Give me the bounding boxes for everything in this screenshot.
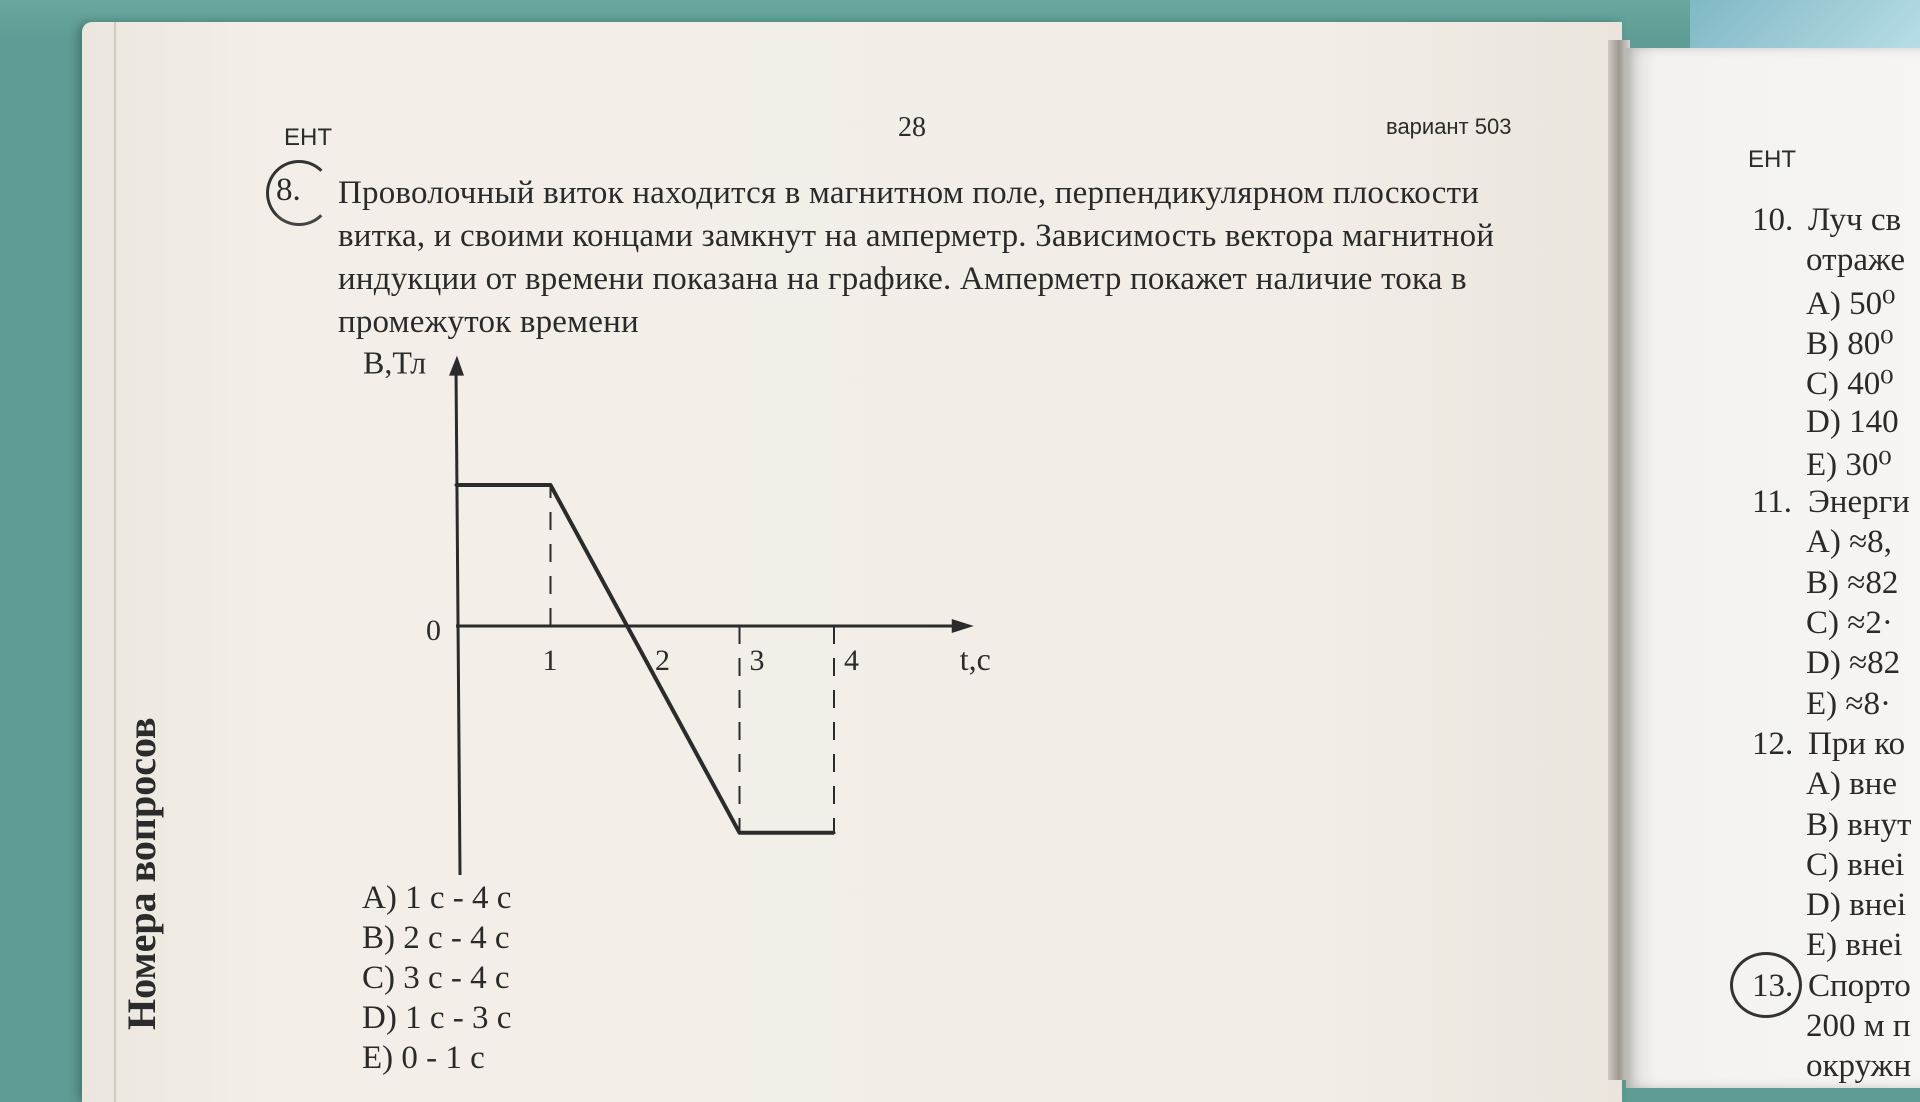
x-axis-arrow	[952, 619, 974, 633]
answer-options	[362, 878, 511, 1078]
right-option: B) внут	[1806, 806, 1912, 843]
right-question-number: 10.	[1752, 202, 1794, 238]
right-option: E) внеі	[1806, 927, 1903, 964]
right-option: E) 30⁰	[1806, 446, 1892, 483]
question-text: Проволочный виток находится в магнитном поле, перпендикулярном плоскости витка, и своими концами замкнут на амперметр. Зависимость вектора магнитной индукции от времени показана на графике. Амперметр покажет наличие тока в промежуток времени	[338, 175, 1495, 340]
right-option: C) ≈2·	[1806, 605, 1893, 641]
origin-label: 0	[426, 614, 441, 647]
right-option: 200 м п	[1806, 1008, 1911, 1044]
x-tick-label-1: 1	[542, 644, 558, 677]
y-axis-arrow	[449, 356, 464, 376]
x-tick-label-3: 3	[749, 644, 765, 677]
y-axis	[456, 368, 460, 875]
right-option: D) внеі	[1806, 887, 1907, 924]
answer-d[interactable]: D) 1 с - 3 с	[362, 1000, 512, 1036]
answer-c[interactable]: C) 3 с - 4 с	[362, 960, 510, 996]
answer-b[interactable]: B) 2 с - 4 с	[362, 920, 510, 956]
right-option: D) 140	[1806, 403, 1899, 440]
right-option: C) 40⁰	[1806, 366, 1894, 403]
variant-label: вариант 503	[1386, 114, 1512, 139]
b-curve	[456, 485, 834, 833]
side-label: Номера вопросов	[119, 717, 164, 1030]
data-point-1	[549, 484, 552, 487]
answer-a[interactable]: A) 1 с - 4 с	[362, 880, 512, 916]
right-option: B) 80⁰	[1806, 325, 1894, 362]
x-tick-label-4: 4	[844, 644, 859, 677]
y-axis-label: B,Тл	[363, 344, 427, 381]
right-question-text: Луч св	[1808, 202, 1902, 238]
answer-e[interactable]: E) 0 - 1 с	[362, 1040, 485, 1076]
right-option: D) ≈82	[1806, 645, 1901, 682]
question-number: 8.	[276, 172, 301, 208]
page-number: 28	[898, 112, 926, 143]
right-option: A) вне	[1806, 766, 1897, 803]
right-question-text: При ко	[1808, 725, 1906, 762]
question-13-circle	[1730, 952, 1802, 1018]
right-option: C) внеі	[1806, 846, 1905, 883]
right-option: B) ≈82	[1806, 564, 1899, 601]
header-left-label: ЕНТ	[284, 124, 332, 151]
right-question-number: 11.	[1752, 484, 1793, 521]
right-question-number: 12.	[1752, 725, 1794, 762]
header-right-label: ЕНТ	[1748, 146, 1796, 173]
right-question-text: Энерги	[1808, 484, 1910, 521]
x-tick-label-2: 2	[655, 644, 670, 677]
data-point-3	[833, 831, 836, 834]
right-question-number: 13.	[1752, 967, 1794, 1004]
right-option: отраже	[1806, 242, 1906, 279]
right-option: A) ≈8,	[1806, 524, 1892, 561]
x-axis-label: t,c	[959, 641, 991, 677]
right-question-text: Спорто	[1808, 967, 1911, 1004]
data-point-2	[738, 831, 741, 834]
right-option: A) 50⁰	[1806, 285, 1896, 322]
right-option: E) ≈8·	[1806, 685, 1891, 722]
right-option: окружн	[1806, 1048, 1912, 1085]
data-point-0	[455, 484, 458, 487]
